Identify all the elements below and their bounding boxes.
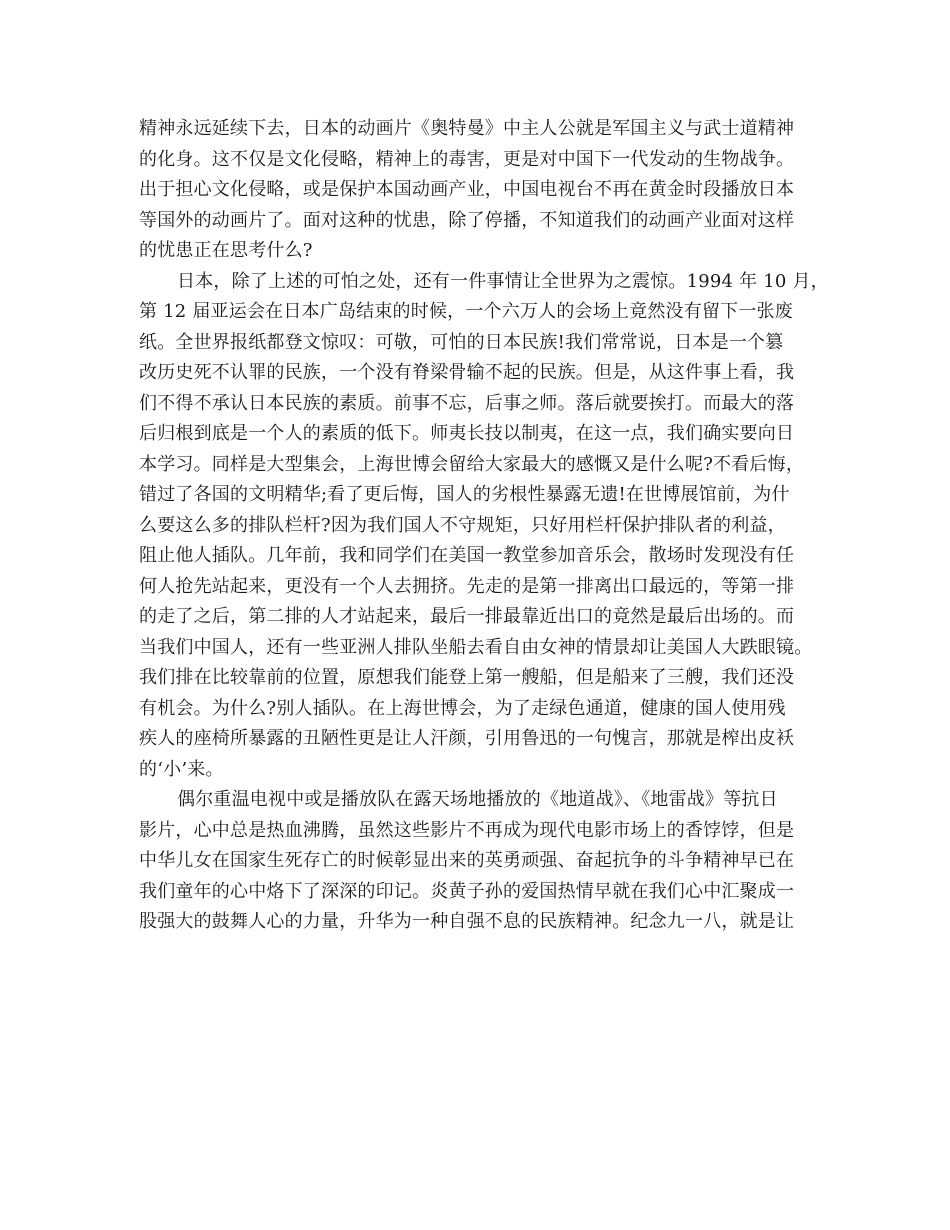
text-line: 后归根到底是一个人的素质的低下。师夷长技以制夷，在这一点，我们确实要向日 — [139, 423, 795, 444]
text-line: 们不得不承认日本民族的素质。前事不忘，后事之师。落后就要挨打。而最大的落 — [139, 392, 795, 414]
text-line: 何人抢先站起来，更没有一个人去拥挤。先走的是第一排离出口最远的，等第一排 — [139, 575, 795, 597]
text-line: 出于担心文化侵略，或是保护本国动画产业，中国电视台不再在黄金时段播放日本 — [139, 179, 795, 200]
text-line: 精神永远延续下去，日本的动画片《奥特曼》中主人公就是军国主义与武士道精神 — [139, 118, 795, 139]
text-line: 有机会。为什么?别人插队。在上海世博会，为了走绿色通道，健康的国人使用残 — [139, 697, 786, 719]
text-line: 阻止他人插队。几年前，我和同学们在美国一教堂参加音乐会，散场时发现没有任 — [139, 545, 795, 566]
text-line: 的走了之后，第二排的人才站起来，最后一排最靠近出口的竟然是最后出场的。而 — [139, 606, 795, 627]
text-line: 改历史死不认罪的民族，一个没有脊梁骨输不起的民族。但是，从这件事上看，我 — [139, 362, 795, 383]
text-line: 我们童年的心中烙下了深深的印记。炎黄子孙的爱国热情早就在我们心中汇聚成一 — [139, 880, 795, 902]
text-line: 影片，心中总是热血沸腾，虽然这些影片不再成为现代电影市场上的香饽饽，但是 — [139, 819, 795, 841]
text-line: 错过了各国的文明精华;看了更后悔，国人的劣根性暴露无遗!在世博展馆前，为什 — [139, 484, 790, 505]
text-line: 第 12 届亚运会在日本广岛结束的时候，一个六万人的会场上竟然没有留下一张废 — [139, 301, 793, 322]
text-line: 偶尔重温电视中或是播放队在露天场地播放的《地道战》、《地雷战》等抗日 — [177, 789, 778, 810]
text-line: 的‘小’来。 — [139, 758, 224, 780]
text-line: 当我们中国人，还有一些亚洲人排队坐船去看自由女神的情景却让美国人大跌眼镜。 — [139, 636, 813, 658]
text-line: 纸。全世界报纸都登文惊叹：可敬，可怕的日本民族!我们常常说，日本是一个篡 — [139, 331, 784, 353]
text-line: 么要这么多的排队栏杆?因为我们国人不守规矩，只好用栏杆保护排队者的利益， — [139, 514, 786, 536]
text-line: 股强大的鼓舞人心的力量，升华为一种自强不息的民族精神。纪念九一八，就是让 — [139, 911, 795, 932]
text-line: 中华儿女在国家生死存亡的时候彰显出来的英勇顽强、奋起抗争的斗争精神早已在 — [139, 850, 795, 871]
text-line: 的化身。这不仅是文化侵略，精神上的毒害，更是对中国下一代发动的生物战争。 — [139, 148, 795, 170]
text-line: 的忧患正在思考什么? — [139, 240, 313, 261]
text-line: 本学习。同样是大型集会，上海世博会留给大家最大的感慨又是什么呢?不看后悔， — [139, 453, 805, 475]
text-line: 日本，除了上述的可怕之处，还有一件事情让全世界为之震惊。1994 年 10 月， — [177, 270, 829, 292]
text-line: 等国外的动画片了。面对这种的忧患，除了停播，不知道我们的动画产业面对这样 — [139, 209, 795, 231]
text-line: 我们排在比较靠前的位置，原想我们能登上第一艘船，但是船来了三艘，我们还没 — [139, 667, 795, 688]
body-text — [139, 114, 829, 938]
text-line: 疾人的座椅所暴露的丑陋性更是让人汗颜，引用鲁迅的一句愧言，那就是榨出皮袄 — [139, 728, 795, 749]
